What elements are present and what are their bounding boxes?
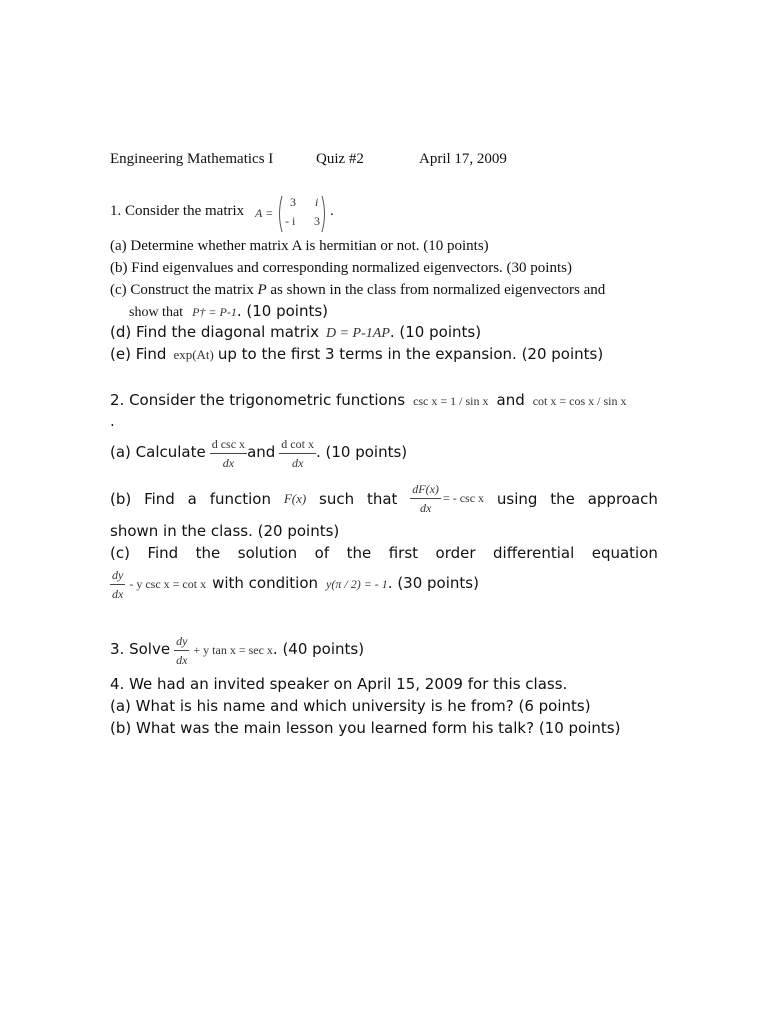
initial-condition: y(π / 2) = - 1 [326,577,388,592]
q2-part-c-line1 [110,544,658,562]
word: equation [591,544,658,562]
frac-num: dy [174,634,189,651]
word: approach [587,489,658,508]
matrix-cell-12: i [315,195,319,209]
matrix-lhs: A = [255,206,274,220]
question-4-intro: 4. We had an invited speaker on April 15, 2009 for this class. [110,675,568,693]
matrix-brackets [276,195,328,233]
q1-part-d [110,323,481,342]
q1-intro-period: . [330,203,334,219]
q2-and: and [496,391,525,409]
q2-a-pre: (a) Calculate [110,443,206,462]
word: (b) [110,489,132,508]
q1-c2-post: . (10 points) [236,302,328,320]
fraction-dy-dx [174,634,189,667]
word: the [346,544,372,562]
q1-part-a: (a) Determine whether matrix A is hermitian or not. (10 points) [110,238,489,254]
word: of [314,544,330,562]
q2-intro-text: 2. Consider the trigonometric functions [110,391,406,409]
word: a [187,489,197,508]
frac-den: dx [222,456,235,470]
frac-num: d cot x [279,437,316,454]
fraction-dy-dx [110,568,125,601]
word: such [319,489,355,508]
q4-part-a: (a) What is his name and which university is he from? (6 points) [110,697,591,715]
q4-part-b: (b) What was the main lesson you learned form his talk? (10 points) [110,719,621,737]
q1-e-post: up to the first 3 terms in the expansion. (20 points) [217,345,604,363]
q1-d-math: D = P-1AP [326,326,390,341]
q3-post: . (40 points) [272,640,365,659]
derivative-equation [410,482,484,515]
matrix-cell-22: 3 [314,214,320,228]
matrix-cell-21: - i [285,214,296,228]
q1-intro-text: 1. Consider the matrix [110,203,245,219]
q2-part-b-line2: shown in the class. (20 points) [110,522,340,540]
frac-den: dx [176,653,188,667]
quiz-number: Quiz #2 [316,151,364,167]
word: first [388,544,419,562]
q1-e-math: exp(At) [173,347,214,362]
q2-a-post: . (10 points) [315,443,408,462]
q2-c-with: with condition [212,574,319,593]
ode-rest: - y csc x = cot x [129,577,207,592]
frac-den: dx [112,587,124,601]
q1-part-b: (b) Find eigenvalues and corresponding normalized eigenvectors. (30 points) [110,260,572,276]
fraction-dFx-dx [410,482,441,515]
q2-intro-period: . [110,412,115,430]
word: (c) [110,544,130,562]
q2-part-a [110,437,407,470]
q1-c-post: as shown in the class from normalized eigenvectors and [266,282,606,298]
word: order [435,544,476,562]
frac-num: dF(x) [410,482,441,499]
word: the [550,489,575,508]
q1-d-post: . (10 points) [389,323,482,341]
word: the [195,544,221,562]
matrix-cell-11: 3 [290,195,296,209]
q1-c2-pre: show that [129,305,184,320]
equation-rhs: = - csc x [442,491,485,505]
word: that [366,489,398,508]
frac-num: d csc x [210,437,247,454]
q1-d-pre: (d) Find the diagonal matrix [110,323,319,341]
quiz-header [110,151,507,168]
q1-c-var: P [257,282,267,298]
q1-e-pre: (e) Find [110,345,167,363]
q2-a-and: and [247,443,276,462]
fraction-dcotx-dx [279,437,316,470]
word: Find [147,544,179,562]
cot-definition: cot x = cos x / sin x [532,394,627,408]
q1-c-pre: (c) Construct the matrix [110,282,258,298]
quiz-date: April 17, 2009 [419,151,507,167]
question-3 [110,634,364,667]
word: Find [144,489,175,508]
matrix-A [276,195,328,233]
q2-c-post: . (30 points) [387,574,479,593]
q2-part-c-line2 [110,568,479,601]
ode-rest: + y tan x = sec x [193,643,273,658]
frac-num: dy [110,568,125,585]
csc-definition: csc x = 1 / sin x [413,394,489,408]
q3-pre: 3. Solve [110,640,171,659]
q1-part-c-line1 [110,282,605,299]
function-Fx: F(x) [283,490,307,506]
frac-den: dx [419,501,432,515]
q1-c2-math: P† = P-1 [192,305,237,319]
q1-part-c-line2 [129,302,328,321]
word: solution [237,544,298,562]
question-2-intro [110,391,627,410]
q1-part-e [110,345,603,364]
q2-part-b-line1 [110,482,658,515]
word: using [496,489,538,508]
word: differential [493,544,575,562]
fraction-dcscx-dx [210,437,247,470]
course-title: Engineering Mathematics I [110,151,274,167]
word: function [209,489,271,508]
frac-den: dx [291,456,304,470]
